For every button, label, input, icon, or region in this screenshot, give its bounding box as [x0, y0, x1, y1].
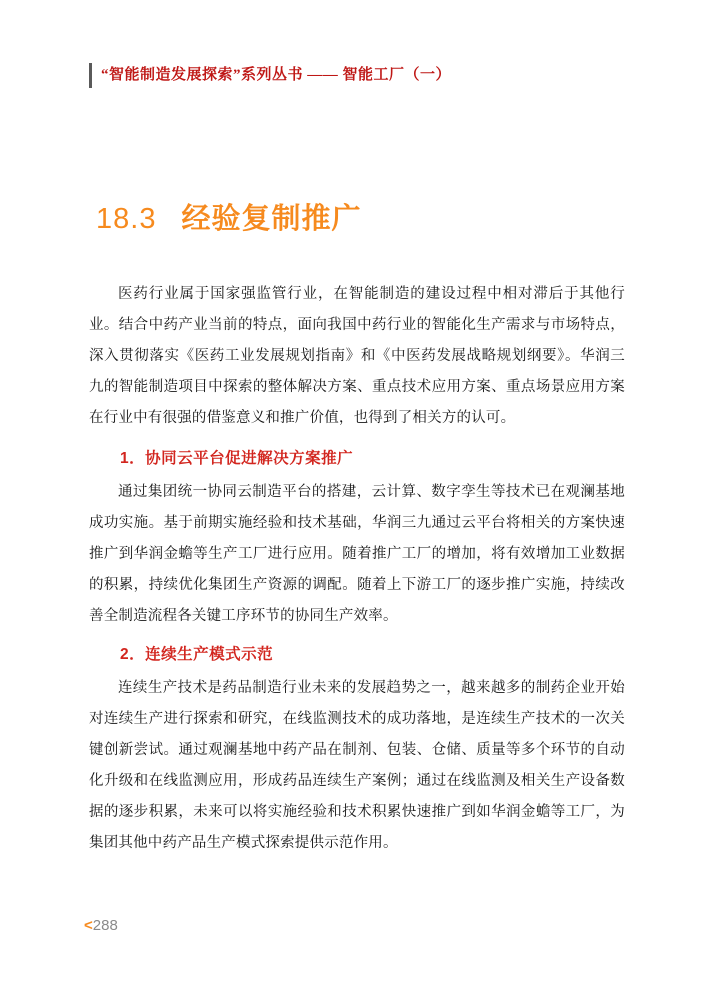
page-number: 288 [92, 917, 118, 934]
paragraph-continuous-production: 连续生产技术是药品制造行业未来的发展趋势之一，越来越多的制药企业开始对连续生产进行探索和研究，在线监测技术的成功落地，是连续生产技术的一次关键创新尝试。通过观澜基地中药产品在制剂、包装、仓储、质量等多个环节的自动化升级和在线监测应用，形成药品连续生产案例；通过在线监测及相关生产设备数据的逐步积累，未来可以将实施经验和技术积累快速推广到如华润金蟾等工厂，为集团其他中药产品生产模式探索提供示范作用。 [89, 679, 625, 851]
section-title: 经验复制推广 [181, 203, 362, 235]
header-divider-bar [89, 63, 92, 88]
paragraph-intro: 医药行业属于国家强监管行业，在智能制造的建设过程中相对滞后于其他行业。结合中药产业当前的特点，面向我国中药行业的智能化生产需求与市场特点，深入贯彻落实《医药工业发展规划指南》和《中医药发展战略规划纲要》。华润三九的智能制造项目中探索的整体解决方案、重点技术应用方案、重点场景应用方案在行业中有很强的借鉴意义和推广价值，也得到了相关方的认可。 [89, 285, 625, 426]
series-title: “智能制造发展探索”系列丛书 —— 智能工厂（一） [101, 67, 452, 83]
section-heading [96, 196, 361, 237]
paragraph-cloud-platform: 通过集团统一协同云制造平台的搭建，云计算、数字孪生等技术已在观澜基地成功实施。基于前期实施经验和技术基础，华润三九通过云平台将相关的方案快速推广到华润金蟾等生产工厂进行应用。随着推广工厂的增加，将有效增加工业数据的积累，持续优化集团生产资源的调配。随着上下游工厂的逐步推广实施，持续改善全制造流程各关键工序环节的协同生产效率。 [89, 483, 625, 624]
subheading-cloud-platform: 1．协同云平台促进解决方案推广 [120, 449, 354, 467]
running-header [89, 63, 451, 88]
subheading-continuous-production: 2．连续生产模式示范 [120, 645, 274, 663]
section-number: 18.3 [96, 203, 157, 235]
page-number-arrow-icon: < [84, 917, 93, 934]
page-footer [84, 917, 118, 935]
